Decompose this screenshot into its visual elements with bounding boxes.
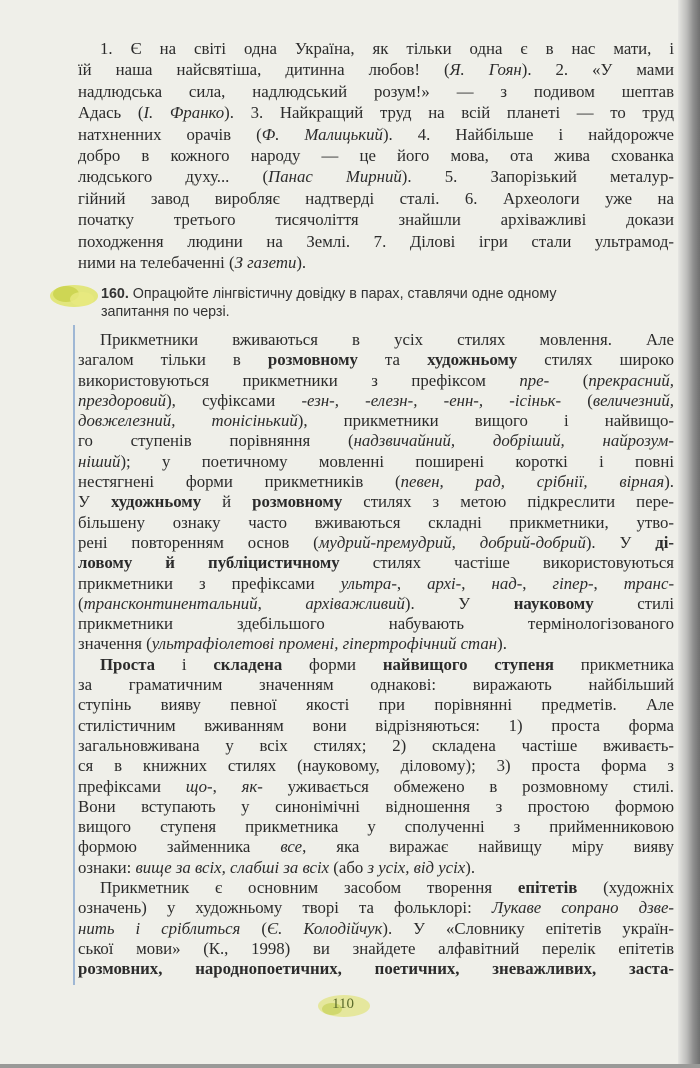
text-line [78,371,674,391]
text-segment: Адась ( [78,103,144,123]
text-line [78,878,674,898]
text-line [78,898,674,918]
text-line [78,919,674,939]
text-segment: форми [282,654,383,674]
text-line [78,166,674,187]
text-line [78,533,674,553]
text-segment: уживається обмежено в розмовному стилі. [262,776,675,796]
text-segment: , [593,573,624,593]
text-line [78,102,674,123]
reference-paragraph [78,878,674,979]
text-segment: стилях частіше використовуються [339,553,674,573]
text-line [78,350,674,370]
text-segment: ). 5. Запорізький металур- [401,167,674,187]
text-line [78,797,674,817]
text-segment: натхненних орачів ( [78,124,262,144]
text-line [78,431,674,451]
text-segment: ( [561,390,593,410]
text-line [78,939,674,959]
text-line [78,634,674,654]
text-line [78,391,674,411]
italic-text: мудрий-премудрий, добрий-добрий [318,532,586,552]
page-number [318,993,374,1019]
text-segment: ). [664,472,674,492]
text-line [78,614,674,634]
text-segment: ). 3. Найкращий труд на всій планеті — то труд [224,103,674,123]
text-segment: Прикметники вживаються в усіх стилях мовлення. Але [100,330,674,349]
text-segment: ознаки: [78,857,136,877]
text-segment: прикметники здебільшого набувають термінологізованого [78,614,674,634]
italic-text: ніший [78,451,121,471]
text-line [78,513,674,533]
text-line [78,777,674,797]
task-text: Опрацюйте лінгвістичну довідку в парах, ставлячи одне одному [128,286,557,302]
text-segment: загалом тільки в [78,350,268,370]
text-line [78,252,674,273]
text-line [78,959,674,979]
bold-text: складена [213,654,283,674]
text-segment: надлюдська сила, надлюдський розум!» — з подивом шептав [78,81,674,101]
text-line [78,472,674,492]
text-line [78,330,674,350]
text-segment: , [212,776,242,796]
text-line [78,837,674,857]
italic-text: гіпер- [552,573,594,593]
bold-text: розмовному [267,350,358,370]
italic-text: величезний, [592,390,674,410]
text-line [78,188,674,209]
text-line [78,594,674,614]
text-segment: (художніх [577,878,674,898]
text-segment: рені повторенням основ ( [78,532,319,552]
text-segment: гійний завод виробляє надтверді сталі. 6. Археологи уже на [78,188,674,208]
exercise-sentences [78,38,674,273]
text-segment: і [155,654,214,674]
task-text-continued: запитання по черзі. [101,304,230,320]
text-segment: Вони вступають у синонімічні відношення з простою формою [78,796,674,816]
text-segment: ), прикметники вищого і найвищо- [297,411,674,431]
text-segment: їй наша найсвятіша, дитинна любов! ( [78,60,450,80]
text-line [78,817,674,837]
text-segment: ). У [585,532,656,552]
italic-text: Панас Мирний [268,167,402,187]
italic-text: трансконтинентальний, архіважливий [83,593,405,613]
page-gutter-shadow [678,0,700,1068]
italic-text: Є. Колодійчук [266,918,383,938]
text-segment: , [396,573,428,593]
text-line [78,655,674,675]
text-segment: 1. Є на світі одна Україна, як тільки одна є в нас мати, і [100,39,674,58]
italic-text: транс- [623,573,675,593]
task-160 [101,285,677,321]
text-segment: добро в кожного народу — це його мова, ота жива схованка [78,145,674,165]
bold-text: Проста [100,654,156,674]
text-segment: ); у поетичному мовленні поширені короткі і повні [120,451,674,471]
text-segment: загальновживана у всіх стилях; 2) складена частіше вживаєть- [78,735,674,755]
page-bottom-edge [0,1064,700,1068]
text-line [78,124,674,145]
text-line [78,716,674,736]
text-segment: за граматичним значенням однакові: виражають найбільший [78,675,674,695]
bold-text: ловому й публіцистичному [78,553,340,573]
text-segment: нестягнені форми прикметників ( [78,472,401,492]
italic-text: Я. Гоян [449,60,522,80]
text-segment: ( [240,918,267,938]
reference-paragraph [78,330,674,655]
italic-text: певен, рад, срібнії, вірная [400,472,665,492]
text-segment: ). У [404,593,514,613]
text-segment: ). [497,634,507,654]
text-segment: означень) у художньому творі та фольклорі: [78,898,492,918]
text-segment: , [522,573,553,593]
italic-text: довжелезний, тонісінький [78,411,298,431]
italic-text: надзвичайний, добріший, найрозум- [353,431,674,451]
bold-text: художньому [110,492,202,512]
text-line [78,858,674,878]
text-line [78,145,674,166]
text-segment: прикметники з префіксами [78,573,341,593]
text-segment: ), суфіксами [166,390,302,410]
bold-text: науковому [513,593,594,613]
text-line [78,81,674,102]
italic-text: З газети [234,252,297,272]
text-segment: людського духу... ( [78,167,269,187]
italic-text: все [280,837,303,857]
italic-text: ультрафіолетові промені, гіпертрофічний стан [151,634,498,654]
text-line [78,209,674,230]
italic-text: як- [241,776,263,796]
italic-text: прекрасний, [588,370,674,390]
task-number: 160. [101,286,129,302]
italic-text: -езн-, -елезн-, -енн-, -ісіньк- [301,390,562,410]
text-line [78,736,674,756]
text-line [78,574,674,594]
italic-text: Ф. Малицький [261,124,383,144]
page-number-text: 110 [332,996,354,1012]
bold-text: ді- [655,532,674,552]
text-segment: стилі [593,593,675,613]
text-segment: ( [78,593,84,613]
text-line [78,59,674,80]
italic-text: прездоровий [78,390,167,410]
text-segment: прикметника [553,654,674,674]
text-segment: більшену ознаку часто вживаються складні прикметники, утво- [78,512,674,532]
text-segment: ). [465,857,476,877]
text-line [78,553,674,573]
text-segment: ської мови» (К., 1998) ви знайдете алфавітний перелік епітетів [78,938,674,958]
text-segment: та [357,350,428,370]
text-segment: У [78,492,111,512]
bold-text: художньому [427,350,518,370]
text-segment: ). [296,252,307,272]
text-segment: ). 4. Найбільше і найдорожче [382,124,674,144]
text-segment: формою займенника [78,837,281,857]
text-segment: й [201,492,253,512]
italic-text: ультра- [340,573,397,593]
leaf-icon [44,281,100,311]
text-line [78,452,674,472]
reference-side-bar [73,325,75,985]
text-segment: використовуються прикметники з префіксом [78,370,520,390]
text-segment: , [461,573,492,593]
text-segment: ( [549,370,589,390]
text-line [78,38,674,59]
text-line [78,675,674,695]
text-segment: префіксами [78,776,186,796]
italic-text: вище за всіх, слабші за всіх [135,857,330,877]
text-line [78,695,674,715]
bold-text: найвищого ступеня [382,654,554,674]
text-segment: ). 2. «У мами [521,60,674,80]
italic-text: з усіх, від усіх [367,857,466,877]
italic-text: архі- [427,573,462,593]
text-segment: ступінь вияву певної якості при порівнянні предметів. Але [78,695,674,715]
italic-text: І. Франко [143,103,225,123]
reference-paragraph [78,655,674,878]
italic-text: що- [185,776,213,796]
text-segment: стилях з метою підкреслити пере- [342,492,675,512]
text-segment: ). У «Словнику епітетів україн- [382,918,674,938]
italic-text: нить і сріблиться [78,918,241,938]
text-segment: походження людини на Землі. 7. Ділові ігри стали ультрамод- [78,231,674,251]
text-line [78,492,674,512]
text-segment: вищого ступеня прикметника у сполученні з прийменниковою [78,817,674,837]
italic-text: Лукаве сопрано дзве- [491,898,674,918]
text-segment: го ступенів порівняння ( [78,431,354,451]
text-segment: стилях широко [517,350,674,370]
text-line [78,411,674,431]
text-segment: Прикметник є основним засобом творення [100,878,518,898]
bold-text: епітетів [517,878,578,898]
text-segment: ся в книжних стилях (науковому, діловому); 3) проста форма з [78,756,674,776]
bold-text: розмовному [252,492,343,512]
bold-text: розмовних, народнопоетичних, поетичних, зневажливих, заста- [78,959,674,979]
text-segment: ними на телебаченні ( [78,252,235,272]
italic-text: пре- [519,370,550,390]
text-segment: , яка виражає найвищу міру вияву [302,837,674,857]
text-segment: (або [329,857,368,877]
text-segment: стилістичним вживанням вони відрізняються: 1) проста форма [78,715,674,735]
text-segment: значення ( [78,634,152,654]
text-line [78,756,674,776]
linguistic-reference [78,330,674,980]
italic-text: над- [491,573,523,593]
text-line [78,231,674,252]
text-segment: початку третього тисячоліття знайшли архіважливі докази [78,210,674,230]
